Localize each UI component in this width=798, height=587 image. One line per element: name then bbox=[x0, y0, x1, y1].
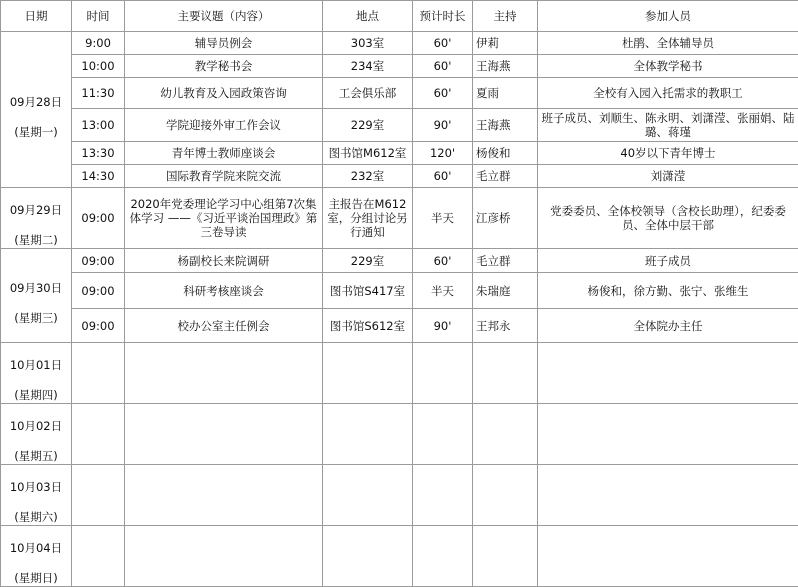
place-cell: 主报告在M612室，分组讨论另行通知 bbox=[323, 188, 413, 249]
time-cell: 09:00 bbox=[72, 188, 125, 249]
time-cell: 13:00 bbox=[72, 109, 125, 142]
place-cell: 229室 bbox=[323, 109, 413, 142]
place-cell: 工会俱乐部 bbox=[323, 78, 413, 109]
attendees-cell: 刘潇滢 bbox=[538, 165, 798, 188]
date-cell bbox=[1, 32, 72, 188]
time-cell: 9:00 bbox=[72, 32, 125, 55]
duration-cell: 半天 bbox=[413, 273, 473, 309]
attendees-cell: 40岁以下青年博士 bbox=[538, 142, 798, 165]
topic-cell: 校办公室主任例会 bbox=[125, 309, 323, 343]
host-cell: 朱瑞庭 bbox=[473, 273, 538, 309]
topic-cell: 青年博士教师座谈会 bbox=[125, 142, 323, 165]
date-label: 09月30日 bbox=[10, 281, 62, 295]
date-cell bbox=[1, 188, 72, 249]
date-cell bbox=[1, 249, 72, 343]
empty-cell bbox=[323, 465, 413, 526]
date-cell bbox=[1, 404, 72, 465]
header-attendees: 参加人员 bbox=[538, 1, 798, 32]
empty-cell bbox=[538, 404, 798, 465]
time-cell: 09:00 bbox=[72, 249, 125, 273]
duration-cell: 60' bbox=[413, 165, 473, 188]
duration-cell: 60' bbox=[413, 249, 473, 273]
empty-cell bbox=[72, 343, 125, 404]
host-cell: 毛立群 bbox=[473, 165, 538, 188]
empty-cell bbox=[125, 343, 323, 404]
duration-cell: 60' bbox=[413, 78, 473, 109]
attendees-cell: 全校有入园入托需求的教职工 bbox=[538, 78, 798, 109]
weekday-label: (星期五) bbox=[14, 449, 57, 463]
empty-cell bbox=[538, 526, 798, 587]
host-cell: 江彦桥 bbox=[473, 188, 538, 249]
empty-cell bbox=[125, 404, 323, 465]
host-cell: 王邦永 bbox=[473, 309, 538, 343]
duration-cell: 120' bbox=[413, 142, 473, 165]
topic-cell: 辅导员例会 bbox=[125, 32, 323, 55]
topic-cell: 学院迎接外审工作会议 bbox=[125, 109, 323, 142]
date-label: 10月04日 bbox=[10, 541, 62, 555]
weekday-label: (星期一) bbox=[14, 125, 57, 139]
attendees-cell: 全体教学秘书 bbox=[538, 55, 798, 78]
date-cell bbox=[1, 343, 72, 404]
table-row bbox=[1, 343, 798, 404]
weekday-label: (星期三) bbox=[14, 311, 57, 325]
weekday-label: (星期四) bbox=[14, 388, 57, 402]
header-time: 时间 bbox=[72, 1, 125, 32]
header-date: 日期 bbox=[1, 1, 72, 32]
duration-cell: 60' bbox=[413, 32, 473, 55]
header-place: 地点 bbox=[323, 1, 413, 32]
date-label: 09月29日 bbox=[10, 203, 62, 217]
table-row bbox=[1, 78, 798, 109]
weekday-label: (星期二) bbox=[14, 233, 57, 247]
table-row bbox=[1, 165, 798, 188]
empty-cell bbox=[538, 343, 798, 404]
duration-cell: 90' bbox=[413, 309, 473, 343]
attendees-cell: 杨俊和，徐方勤、张宁、张维生 bbox=[538, 273, 798, 309]
table-row bbox=[1, 249, 798, 273]
topic-cell: 2020年党委理论学习中心组第7次集体学习 ——《习近平谈治国理政》第三卷导读 bbox=[125, 188, 323, 249]
host-cell: 杨俊和 bbox=[473, 142, 538, 165]
empty-cell bbox=[413, 526, 473, 587]
empty-cell bbox=[323, 526, 413, 587]
empty-cell bbox=[72, 465, 125, 526]
topic-cell: 幼儿教育及入园政策咨询 bbox=[125, 78, 323, 109]
duration-cell: 90' bbox=[413, 109, 473, 142]
empty-cell bbox=[323, 404, 413, 465]
table-row bbox=[1, 465, 798, 526]
empty-cell bbox=[413, 343, 473, 404]
place-cell: 303室 bbox=[323, 32, 413, 55]
attendees-cell: 全体院办主任 bbox=[538, 309, 798, 343]
empty-cell bbox=[413, 404, 473, 465]
empty-cell bbox=[413, 465, 473, 526]
empty-cell bbox=[72, 404, 125, 465]
place-cell: 229室 bbox=[323, 249, 413, 273]
header-topic: 主要议题（内容） bbox=[125, 1, 323, 32]
date-label: 10月03日 bbox=[10, 480, 62, 494]
topic-cell: 国际教育学院来院交流 bbox=[125, 165, 323, 188]
table-row bbox=[1, 32, 798, 55]
place-cell: 234室 bbox=[323, 55, 413, 78]
host-cell: 王海燕 bbox=[473, 55, 538, 78]
empty-cell bbox=[125, 465, 323, 526]
empty-cell bbox=[473, 465, 538, 526]
attendees-cell: 党委委员、全体校领导（含校长助理），纪委委员、全体中层干部 bbox=[538, 188, 798, 249]
date-cell bbox=[1, 465, 72, 526]
empty-cell bbox=[473, 404, 538, 465]
time-cell: 11:30 bbox=[72, 78, 125, 109]
topic-cell: 科研考核座谈会 bbox=[125, 273, 323, 309]
time-cell: 14:30 bbox=[72, 165, 125, 188]
host-cell: 夏雨 bbox=[473, 78, 538, 109]
time-cell: 09:00 bbox=[72, 309, 125, 343]
place-cell: 图书馆M612室 bbox=[323, 142, 413, 165]
place-cell: 232室 bbox=[323, 165, 413, 188]
date-label: 10月02日 bbox=[10, 419, 62, 433]
time-cell: 09:00 bbox=[72, 273, 125, 309]
table-row bbox=[1, 55, 798, 78]
host-cell: 毛立群 bbox=[473, 249, 538, 273]
place-cell: 图书馆S612室 bbox=[323, 309, 413, 343]
table-row bbox=[1, 142, 798, 165]
place-cell: 图书馆S417室 bbox=[323, 273, 413, 309]
attendees-cell: 杜鹃、全体辅导员 bbox=[538, 32, 798, 55]
empty-cell bbox=[323, 343, 413, 404]
empty-cell bbox=[473, 526, 538, 587]
empty-cell bbox=[125, 526, 323, 587]
attendees-cell: 班子成员、刘顺生、陈永明、刘潇滢、张丽娟、陆璐、蒋瑾 bbox=[538, 109, 798, 142]
empty-cell bbox=[538, 465, 798, 526]
date-label: 09月28日 bbox=[10, 95, 62, 109]
weekday-label: (星期六) bbox=[14, 510, 57, 524]
date-label: 10月01日 bbox=[10, 358, 62, 372]
header-host: 主持 bbox=[473, 1, 538, 32]
table-row bbox=[1, 109, 798, 142]
duration-cell: 60' bbox=[413, 55, 473, 78]
topic-cell: 杨副校长来院调研 bbox=[125, 249, 323, 273]
table-row bbox=[1, 273, 798, 309]
header-duration: 预计时长 bbox=[413, 1, 473, 32]
empty-cell bbox=[72, 526, 125, 587]
topic-cell: 教学秘书会 bbox=[125, 55, 323, 78]
table-row bbox=[1, 404, 798, 465]
table-row bbox=[1, 526, 798, 587]
host-cell: 王海燕 bbox=[473, 109, 538, 142]
header-row bbox=[1, 1, 798, 32]
empty-cell bbox=[473, 343, 538, 404]
table-row bbox=[1, 309, 798, 343]
time-cell: 10:00 bbox=[72, 55, 125, 78]
attendees-cell: 班子成员 bbox=[538, 249, 798, 273]
time-cell: 13:30 bbox=[72, 142, 125, 165]
host-cell: 伊莉 bbox=[473, 32, 538, 55]
weekday-label: (星期日) bbox=[14, 571, 57, 585]
duration-cell: 半天 bbox=[413, 188, 473, 249]
table-row bbox=[1, 188, 798, 249]
date-cell bbox=[1, 526, 72, 587]
